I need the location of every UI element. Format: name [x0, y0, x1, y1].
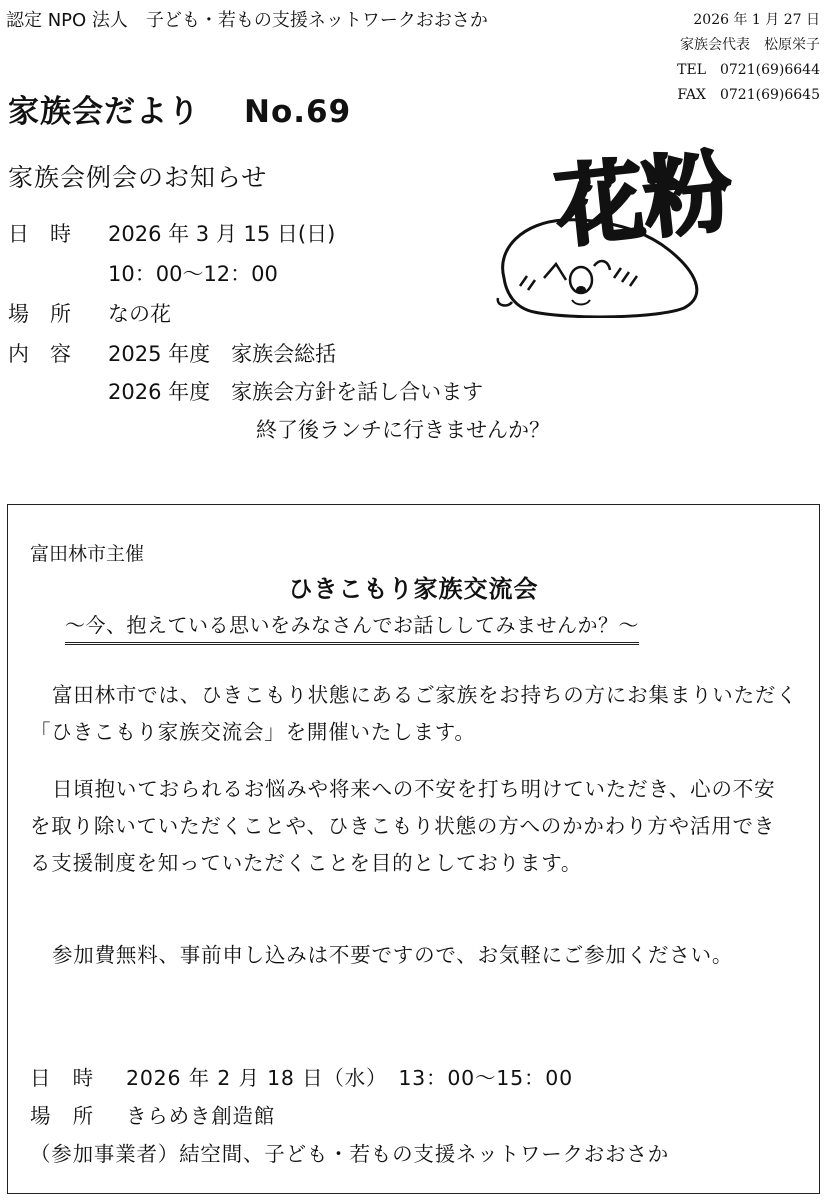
pollen-illustration	[494, 130, 806, 318]
fax-number: FAX 0721(69)6645	[677, 87, 820, 103]
event-title: ひきこもり家族交流会	[288, 575, 539, 603]
meeting-date: 2026 年 3 月 15 日(日)	[108, 222, 336, 246]
issue-date: 2026 年 1 月 27 日	[693, 12, 820, 28]
date-label: 日 時	[8, 222, 71, 246]
place-label: 場 所	[8, 302, 71, 326]
event-date: 2026 年 2 月 18 日（水） 13：00～15：00	[126, 1066, 573, 1090]
representative: 家族会代表 松原栄子	[680, 37, 820, 53]
event-place-label: 場 所	[30, 1104, 94, 1128]
meeting-content-2: 2026 年度 家族会方針を話し合います	[108, 380, 484, 404]
event-place: きらめき創造館	[126, 1104, 276, 1128]
organization-name: 認定 NPO 法人 子ども・若もの支援ネットワークおおさか	[6, 10, 488, 31]
meeting-date-row	[8, 218, 335, 248]
event-host: 富田林市主催	[30, 543, 145, 565]
meeting-place-row	[8, 298, 171, 328]
meeting-place: なの花	[108, 302, 171, 326]
meeting-content-1: 2025 年度 家族会総括	[108, 342, 337, 366]
pollen-text: 花粉	[551, 139, 737, 260]
meeting-content-row	[8, 338, 336, 368]
meeting-content-3: 終了後ランチに行きませんか？	[256, 418, 550, 442]
newsletter-name: 家族会だより	[8, 94, 200, 130]
pollen-mascot-icon	[494, 130, 806, 318]
event-participants: （参加事業者）結空間、子ども・若もの支援ネットワークおおさか	[30, 1142, 669, 1166]
event-subtitle: ～今、抱えている思いをみなさんでお話ししてみませんか？～	[65, 609, 639, 645]
event-date-label: 日 時	[30, 1066, 94, 1090]
meeting-heading: 家族会例会のお知らせ	[8, 163, 268, 192]
meeting-time: 10：00～12：00	[108, 262, 278, 286]
event-paragraph-1: 富田林市では、ひきこもり状態にあるご家族をお持ちの方にお集まりいただく「ひきこもり家族交流会」を開催いたします。	[30, 683, 798, 744]
event-place-row	[30, 1099, 275, 1129]
event-paragraph-3: 参加費無料、事前申し込みは不要ですので、お気軽にご参加ください。	[52, 943, 734, 967]
event-paragraph-2: 日頃抱いておられるお悩みや将来への不安を打ち明けていただき、心の不安を取り除いていただくことや、ひきこもり状態の方へのかかわり方や活用できる支援制度を知っていただくことを目的としております。	[30, 777, 776, 875]
event-date-row	[30, 1061, 573, 1091]
content-label: 内 容	[8, 342, 71, 366]
contact-block	[677, 8, 820, 108]
phone-number: TEL 0721(69)6644	[677, 62, 820, 78]
newsletter-title	[8, 86, 351, 131]
issue-number: No.69	[244, 94, 352, 130]
event-box	[7, 504, 820, 1194]
